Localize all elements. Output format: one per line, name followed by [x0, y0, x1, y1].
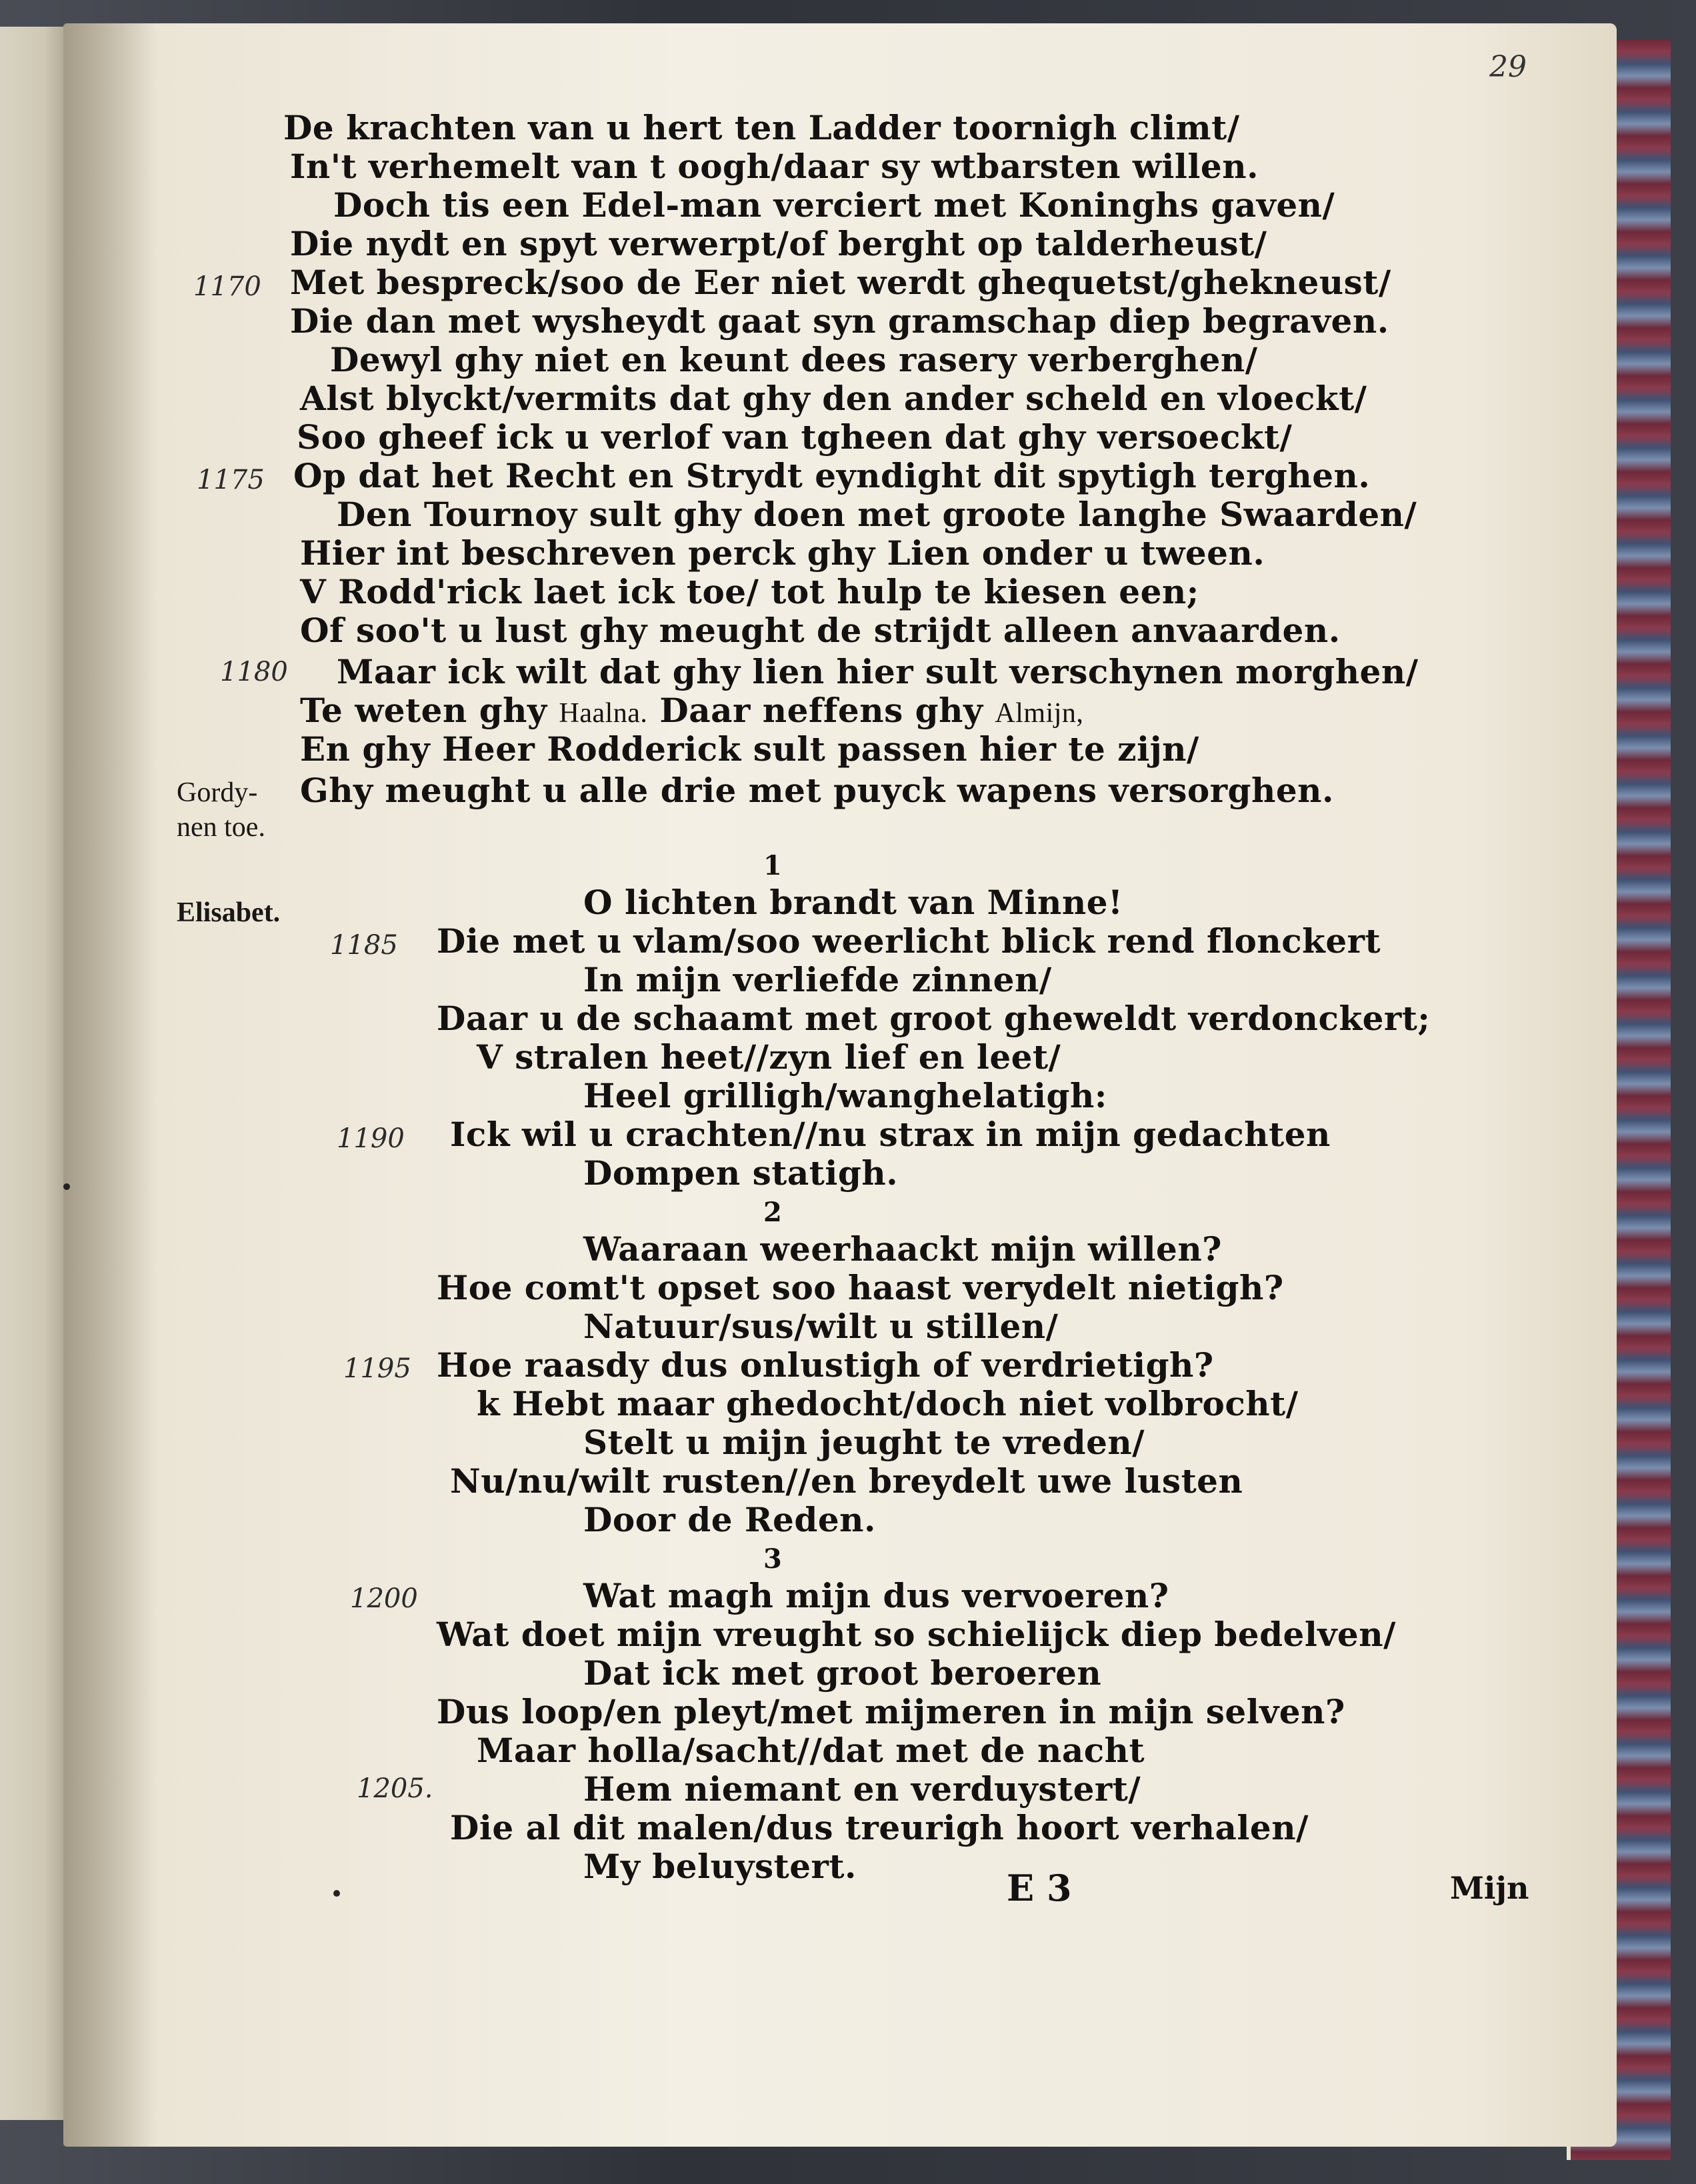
- speaker-name: Elisabet.: [177, 897, 281, 928]
- folio-number: 29: [1489, 50, 1527, 84]
- stage-direction: Gordy-: [177, 777, 258, 808]
- line-number: 1170: [193, 271, 261, 302]
- song-line: Natuur/sus/wilt u stillen/: [583, 1307, 1059, 1346]
- song-line: Die al dit malen/dus treurigh hoort verhalen/: [450, 1808, 1309, 1847]
- song-line: Waaraan weerhaackt mijn willen?: [583, 1229, 1222, 1269]
- verse-text: Te weten ghy: [300, 691, 559, 730]
- verse-line: Op dat het Recht en Strydt eyndight dit spytigh terghen.: [293, 456, 1371, 495]
- character-name: Haalna.: [559, 698, 648, 729]
- line-number: 1205.: [357, 1773, 433, 1804]
- catchword: Mijn: [1450, 1870, 1529, 1906]
- song-line: Wat magh mijn dus vervoeren?: [583, 1576, 1169, 1615]
- song-line: In mijn verliefde zinnen/: [583, 960, 1052, 999]
- song-line: V stralen heet//zyn lief en leet/: [477, 1037, 1061, 1077]
- song-line: Ick wil u crachten//nu strax in mijn gedachten: [450, 1115, 1331, 1154]
- verse-line: Soo gheef ick u verlof van tgheen dat ghy versoeckt/: [297, 417, 1293, 457]
- verse-line: De krachten van u hert ten Ladder toornigh climt/: [283, 108, 1240, 147]
- book-page: [63, 23, 1617, 2147]
- verse-line: Hier int beschreven perck ghy Lien onder u tween.: [300, 533, 1265, 573]
- line-number: 1180: [220, 657, 288, 687]
- margin-dot: [63, 1183, 70, 1190]
- verse-line: Of soo't u lust ghy meught de strijdt alleen anvaarden.: [300, 611, 1341, 650]
- stanza-number: 3: [763, 1543, 782, 1575]
- page-gutter-shadow: [63, 23, 157, 2147]
- song-line: Dompen statigh.: [583, 1153, 899, 1193]
- song-line: Die met u vlam/soo weerlicht blick rend flonckert: [437, 921, 1381, 961]
- verse-line: V Rodd'rick laet ick toe/ tot hulp te kiesen een;: [300, 572, 1199, 611]
- song-line: Dus loop/en pleyt/met mijmeren in mijn selven?: [437, 1692, 1345, 1731]
- verse-line: En ghy Heer Rodderick sult passen hier te zijn/: [300, 729, 1199, 769]
- verse-line: Die nydt en spyt verwerpt/of berght op talderheust/: [290, 224, 1267, 263]
- song-line: Hoe comt't opset soo haast verydelt nietigh?: [437, 1268, 1284, 1307]
- stanza-number: 2: [763, 1197, 782, 1228]
- verse-line: Die dan met wysheydt gaat syn gramschap diep begraven.: [290, 301, 1389, 341]
- verse-line: Met bespreck/soo de Eer niet werdt ghequetst/ghekneust/: [290, 263, 1391, 302]
- song-line: Wat doet mijn vreught so schielijck diep bedelven/: [437, 1615, 1396, 1654]
- verse-line: Dewyl ghy niet en keunt dees rasery verberghen/: [330, 340, 1258, 379]
- song-line: Dat ick met groot beroeren: [583, 1653, 1102, 1693]
- verse-line: Maar ick wilt dat ghy lien hier sult verschynen morghen/: [337, 652, 1419, 691]
- song-line: Door de Reden.: [583, 1500, 876, 1539]
- song-line: Maar holla/sacht//dat met de nacht: [477, 1731, 1145, 1770]
- song-line: Hem niemant en verduystert/: [583, 1769, 1141, 1809]
- line-number: 1190: [337, 1123, 405, 1154]
- signature-mark: E 3: [1007, 1867, 1072, 1909]
- song-line: Stelt u mijn jeught te vreden/: [583, 1423, 1145, 1462]
- margin-dot: [333, 1890, 340, 1897]
- song-line: Hoe raasdy dus onlustigh of verdrietigh?: [437, 1345, 1214, 1385]
- stage-direction: nen toe.: [177, 812, 265, 843]
- facing-page-edge: [0, 27, 73, 2120]
- stanza-number: 1: [763, 850, 782, 881]
- line-number: 1185: [330, 930, 398, 961]
- song-line: Heel grilligh/wanghelatigh:: [583, 1076, 1107, 1115]
- song-line: Daar u de schaamt met groot gheweldt verdonckert;: [437, 999, 1431, 1038]
- song-line: O lichten brandt van Minne!: [583, 883, 1123, 922]
- verse-line: Alst blyckt/vermits dat ghy den ander scheld en vloeckt/: [300, 379, 1367, 418]
- verse-line: Doch tis een Edel-man verciert met Koninghs gaven/: [333, 185, 1335, 225]
- line-number: 1175: [197, 465, 265, 495]
- line-number: 1200: [350, 1583, 418, 1614]
- verse-line: Ghy meught u alle drie met puyck wapens versorghen.: [300, 771, 1334, 810]
- song-line: My beluystert.: [583, 1847, 857, 1886]
- song-line: Nu/nu/wilt rusten//en breydelt uwe lusten: [450, 1461, 1243, 1501]
- verse-text: Daar neffens ghy: [647, 691, 995, 730]
- line-number: 1195: [343, 1353, 411, 1384]
- character-name: Almijn,: [995, 698, 1084, 729]
- verse-line: In't verhemelt van t oogh/daar sy wtbarsten willen.: [290, 147, 1259, 186]
- verse-line: [300, 693, 1083, 731]
- song-line: k Hebt maar ghedocht/doch niet volbrocht/: [477, 1384, 1299, 1423]
- verse-line: Den Tournoy sult ghy doen met groote langhe Swaarden/: [337, 495, 1417, 534]
